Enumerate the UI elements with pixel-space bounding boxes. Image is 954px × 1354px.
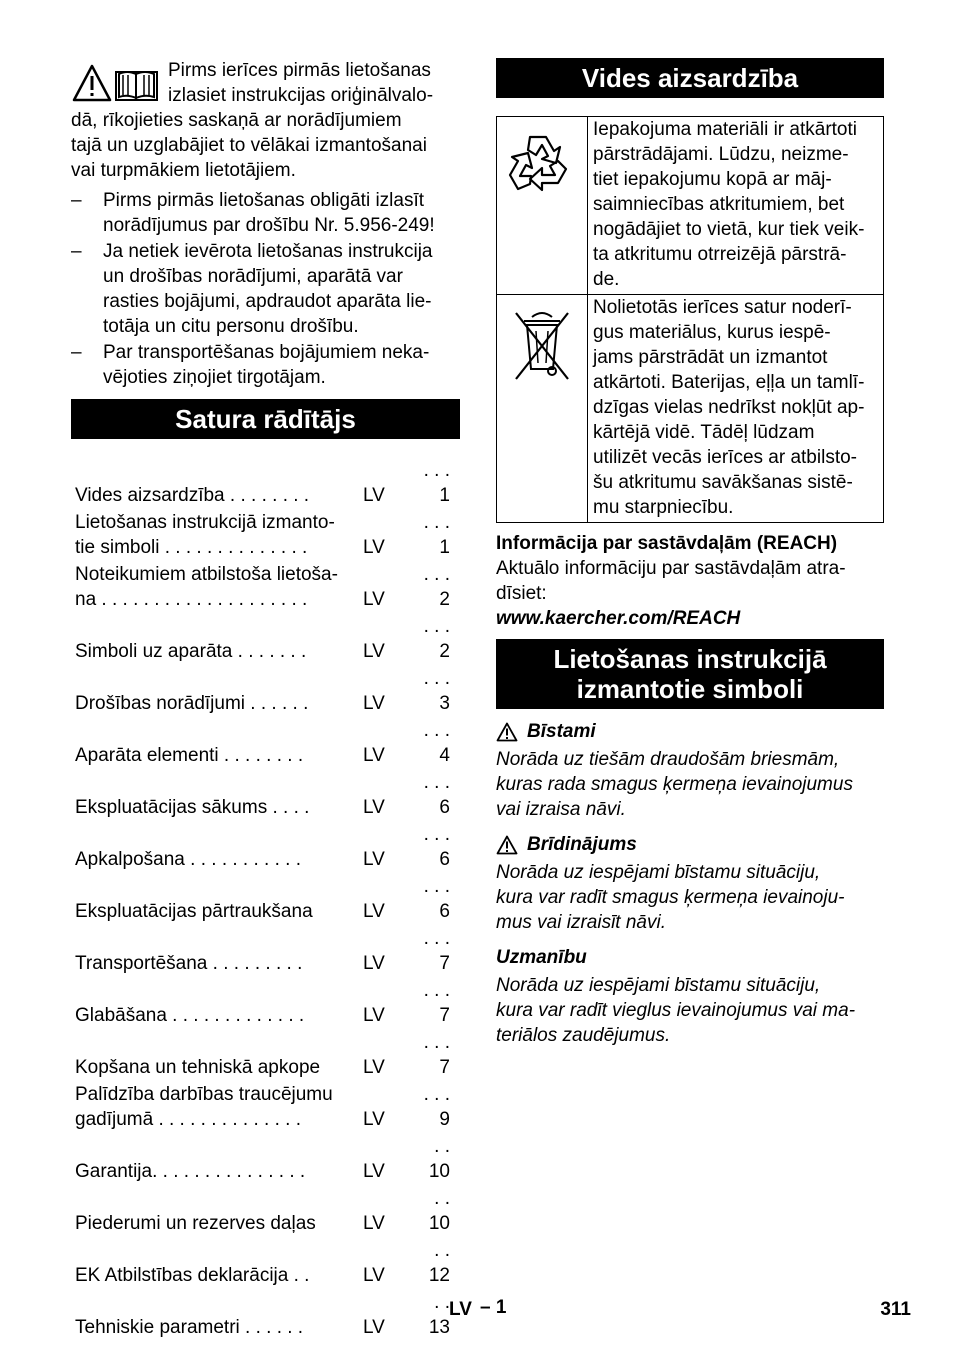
symbol-line: kura var radīt vieglus ievainojumus vai ma-: [496, 1000, 856, 1021]
env-line: dzīgas vielas nedrīkst nokļūt ap-: [593, 397, 865, 418]
symbols-heading-line: izmantotie simboli: [576, 674, 804, 704]
bullet-line: norādījumus par drošību Nr. 5.956-249!: [103, 215, 435, 236]
symbol-item-danger: [496, 719, 884, 822]
toc-title-line: Simboli uz aparāta . . . . . . .: [75, 641, 307, 662]
symbol-title: [496, 832, 884, 857]
symbol-description: [496, 860, 884, 935]
warning-triangle-icon: [496, 722, 518, 742]
env-line: atkārtoti. Baterijas, eļļa un tamlī-: [593, 372, 865, 393]
toc-entry-page: . . . 4: [423, 720, 450, 766]
env-line: saimniecības atkritumiem, bet: [593, 194, 845, 215]
toc-entry-lang: LV: [363, 1057, 385, 1078]
toc-entry-page: . . 10: [428, 1188, 450, 1234]
toc-entry-page: . . 12: [428, 1240, 450, 1286]
toc-title-line: na . . . . . . . . . . . . . . . . . . . .: [75, 589, 308, 610]
toc-title-line: gadījumā . . . . . . . . . . . . . .: [75, 1109, 301, 1130]
toc-entry-page: . . . 6: [423, 876, 450, 922]
toc-entry-title: [71, 456, 363, 508]
toc-entry-title: [71, 872, 363, 924]
env-line: kārtējā vidē. Tādēļ lūdzam: [593, 422, 815, 443]
toc-table: [71, 456, 460, 1340]
toc-row[interactable]: [71, 1184, 460, 1236]
symbol-line: Norāda uz iespējami bīstamu situāciju,: [496, 975, 821, 996]
toc-entry-page: . . . 1: [423, 512, 450, 558]
bullet-line: Pirms pirmās lietošanas obligāti izlasīt: [103, 190, 425, 211]
env-text-cell: [588, 295, 884, 523]
toc-entry-lang: LV: [363, 849, 385, 870]
toc-entry-title: [71, 664, 363, 716]
symbols-heading-line: Lietošanas instrukcijā: [553, 644, 827, 674]
env-line: Nolietotās ierīces satur noderī-: [593, 297, 852, 318]
env-line: nogādājiet to vietā, kur tiek veik-: [593, 219, 865, 240]
dash-marker: –: [71, 190, 82, 211]
symbol-line: mus vai izraisīt nāvi.: [496, 912, 666, 933]
intro-line: tajā un uzglabājiet to vēlākai izmantošanai: [71, 135, 427, 156]
toc-title-line: Piederumi un rezerves daļas: [75, 1213, 316, 1234]
symbol-title-text: Uzmanību: [496, 947, 587, 968]
toc-entry-lang: LV: [363, 537, 385, 558]
toc-entry-page: . . 10: [428, 1136, 450, 1182]
bullet-line: totāja un citu personu drošību.: [103, 316, 359, 337]
toc-entry-lang: LV: [363, 901, 385, 922]
table-row: [497, 295, 884, 523]
toc-title-line: Kopšana un tehniskā apkope: [75, 1057, 321, 1078]
table-row: [497, 117, 884, 295]
symbol-title-text: Brīdinājums: [527, 834, 637, 855]
toc-title-line: tie simboli . . . . . . . . . . . . . .: [75, 537, 308, 558]
toc-entry-page: . . . 3: [423, 668, 450, 714]
symbol-item-warning: [496, 832, 884, 935]
warning-manual-icon: [72, 64, 160, 102]
env-line: šu atkritumu savākšanas sistē-: [593, 472, 853, 493]
toc-entry-page: . . . 6: [423, 772, 450, 818]
list-item: [71, 239, 460, 339]
toc-row[interactable]: [71, 456, 460, 508]
environment-heading: Vides aizsardzība: [496, 58, 884, 98]
toc-entry-lang: LV: [363, 797, 385, 818]
crossed-bin-icon: [510, 307, 574, 387]
footer-language: LV: [449, 1299, 472, 1320]
toc-entry-lang: LV: [363, 953, 385, 974]
symbol-description: [496, 973, 884, 1048]
toc-row[interactable]: [71, 976, 460, 1028]
toc-title-line: Palīdzība darbības traucējumu: [75, 1084, 333, 1105]
reach-text-line: dīsiet:: [496, 583, 547, 604]
toc-heading: Satura rādītājs: [71, 399, 460, 439]
env-icon-cell: [497, 295, 588, 523]
symbol-line: Norāda uz iespējami bīstamu situāciju,: [496, 862, 821, 883]
intro-line: izlasiet instrukcijas oriģinālvalo-: [168, 85, 434, 106]
footer-section-page: – 1: [480, 1297, 507, 1318]
toc-row[interactable]: [71, 1028, 460, 1080]
toc-title-line: Ekspluatācijas pārtraukšana: [75, 901, 313, 922]
toc-entry-lang: LV: [363, 693, 385, 714]
toc-row[interactable]: [71, 664, 460, 716]
toc-entry-page: . . 13: [428, 1292, 450, 1338]
toc-title-line: Glabāšana . . . . . . . . . . . . .: [75, 1005, 305, 1026]
toc-row[interactable]: [71, 508, 460, 560]
toc-row[interactable]: [71, 820, 460, 872]
symbol-description: [496, 747, 884, 822]
toc-entry-page: . . . 2: [423, 616, 450, 662]
left-column: [71, 58, 460, 1340]
toc-title-line: Aparāta elementi . . . . . . . .: [75, 745, 304, 766]
env-line: tiet iepakojumu kopā ar māj-: [593, 169, 832, 190]
bullet-line: un drošības norādījumi, aparātā var: [103, 266, 403, 287]
toc-title-line: Drošības norādījumi . . . . . .: [75, 693, 309, 714]
intro-section: [71, 58, 460, 390]
intro-line: Pirms ierīces pirmās lietošanas: [168, 60, 431, 81]
toc-entry-page: . . . 9: [423, 1084, 450, 1130]
symbols-heading: [496, 639, 884, 709]
toc-row[interactable]: [71, 612, 460, 664]
toc-entry-lang: LV: [363, 1161, 385, 1182]
toc-row[interactable]: [71, 1132, 460, 1184]
toc-entry-title: [71, 1028, 363, 1080]
toc-title-line: Transportēšana . . . . . . . . .: [75, 953, 303, 974]
env-line: pārstrādājami. Lūdzu, neizme-: [593, 144, 849, 165]
recycle-icon: [506, 129, 578, 201]
toc-entry-title: [71, 976, 363, 1028]
dash-marker: –: [71, 241, 82, 262]
toc-entry-title: [71, 1080, 363, 1132]
toc-entry-page: . . . 1: [423, 460, 450, 506]
intro-line: dā, rīkojieties saskaņā ar norādījumiem: [71, 110, 402, 131]
toc-entry-page: . . . 2: [423, 564, 450, 610]
toc-entry-lang: LV: [363, 1317, 385, 1338]
symbol-line: Norāda uz tiešām draudošām briesmām,: [496, 749, 840, 770]
toc-row[interactable]: [71, 872, 460, 924]
toc-entry-lang: LV: [363, 641, 385, 662]
symbol-title: [496, 945, 884, 970]
toc-title-line: Ekspluatācijas sākums . . . .: [75, 797, 310, 818]
symbol-line: vai izraisa nāvi.: [496, 799, 626, 820]
symbol-item-caution: [496, 945, 884, 1048]
toc-title-line: Garantija. . . . . . . . . . . . . . .: [75, 1161, 306, 1182]
reach-url-link[interactable]: www.kaercher.com/REACH: [496, 608, 741, 629]
symbol-line: kuras rada smagus ķermeņa ievainojumus: [496, 774, 853, 795]
env-line: de.: [593, 269, 620, 290]
toc-title-line: Apkalpošana . . . . . . . . . . .: [75, 849, 301, 870]
reach-text-line: Aktuālo informāciju par sastāvdaļām atra-: [496, 558, 846, 579]
toc-row[interactable]: [71, 768, 460, 820]
env-line: ta atkritumu otrreizējā pārstrā-: [593, 244, 847, 265]
toc-entry-title: [71, 612, 363, 664]
toc-row[interactable]: [71, 1288, 460, 1340]
warning-triangle-icon: [496, 835, 518, 855]
symbol-line: teriālos zaudējumus.: [496, 1025, 671, 1046]
symbol-title: [496, 719, 884, 744]
toc-entry-title: [71, 924, 363, 976]
toc-entry-title: [71, 1288, 363, 1340]
reach-heading: Informācija par sastāvdaļām (REACH): [496, 533, 838, 554]
toc-entry-lang: LV: [363, 1005, 385, 1026]
toc-entry-lang: LV: [363, 745, 385, 766]
env-line: jams pārstrādāt un izmantot: [593, 347, 828, 368]
toc-entry-title: [71, 1184, 363, 1236]
env-line: utilizēt vecās ierīces ar atbilsto-: [593, 447, 857, 468]
toc-row[interactable]: [71, 924, 460, 976]
symbol-title-text: Bīstami: [527, 721, 596, 742]
toc-entry-title: [71, 820, 363, 872]
bullet-line: Par transportēšanas bojājumiem neka-: [103, 342, 430, 363]
toc-row[interactable]: [71, 1080, 460, 1132]
env-icon-cell: [497, 117, 588, 295]
toc-title-line: Lietošanas instrukcijā izmanto-: [75, 512, 335, 533]
toc-entry-page: . . . 7: [423, 980, 450, 1026]
toc-row[interactable]: [71, 716, 460, 768]
bullet-line: vējoties ziņojiet tirgotājam.: [103, 367, 326, 388]
env-text-cell: [588, 117, 884, 295]
footer-page-number: 311: [880, 1299, 911, 1320]
toc-entry-lang: LV: [363, 1213, 385, 1234]
toc-entry-title: [71, 508, 363, 560]
toc-entry-title: [71, 768, 363, 820]
toc-row[interactable]: [71, 560, 460, 612]
toc-title-line: Vides aizsardzība . . . . . . . .: [75, 485, 310, 506]
toc-entry-title: [71, 1236, 363, 1288]
list-item: [71, 188, 460, 238]
toc-entry-page: . . . 7: [423, 928, 450, 974]
toc-entry-lang: LV: [363, 485, 385, 506]
toc-entry-lang: LV: [363, 1265, 385, 1286]
symbol-line: kura var radīt smagus ķermeņa ievainoju-: [496, 887, 845, 908]
bullet-line: rasties bojājumi, apdraudot aparāta lie-: [103, 291, 432, 312]
bullet-line: Ja netiek ievērota lietošanas instrukcija: [103, 241, 433, 262]
environment-table: [496, 116, 884, 523]
toc-entry-title: [71, 1132, 363, 1184]
toc-title-line: EK Atbilstības deklarācija . .: [75, 1265, 310, 1286]
list-item: [71, 340, 460, 390]
toc-title-line: Noteikumiem atbilstoša lietoša-: [75, 564, 338, 585]
intro-line: vai turpmākiem lietotājiem.: [71, 160, 296, 181]
toc-entry-lang: LV: [363, 1109, 385, 1130]
toc-entry-lang: LV: [363, 589, 385, 610]
toc-row[interactable]: [71, 1236, 460, 1288]
right-column: [496, 58, 884, 1048]
env-line: mu starpniecību.: [593, 497, 734, 518]
env-line: Iepakojuma materiāli ir atkārtoti: [593, 119, 857, 140]
dash-marker: –: [71, 342, 82, 363]
toc-entry-title: [71, 560, 363, 612]
toc-entry-title: [71, 716, 363, 768]
intro-bullet-list: [71, 188, 460, 390]
toc-entry-page: . . . 7: [423, 1032, 450, 1078]
toc-entry-page: . . . 6: [423, 824, 450, 870]
toc-title-line: Tehniskie parametri . . . . . .: [75, 1317, 304, 1338]
env-line: gus materiālus, kurus iespē-: [593, 322, 831, 343]
